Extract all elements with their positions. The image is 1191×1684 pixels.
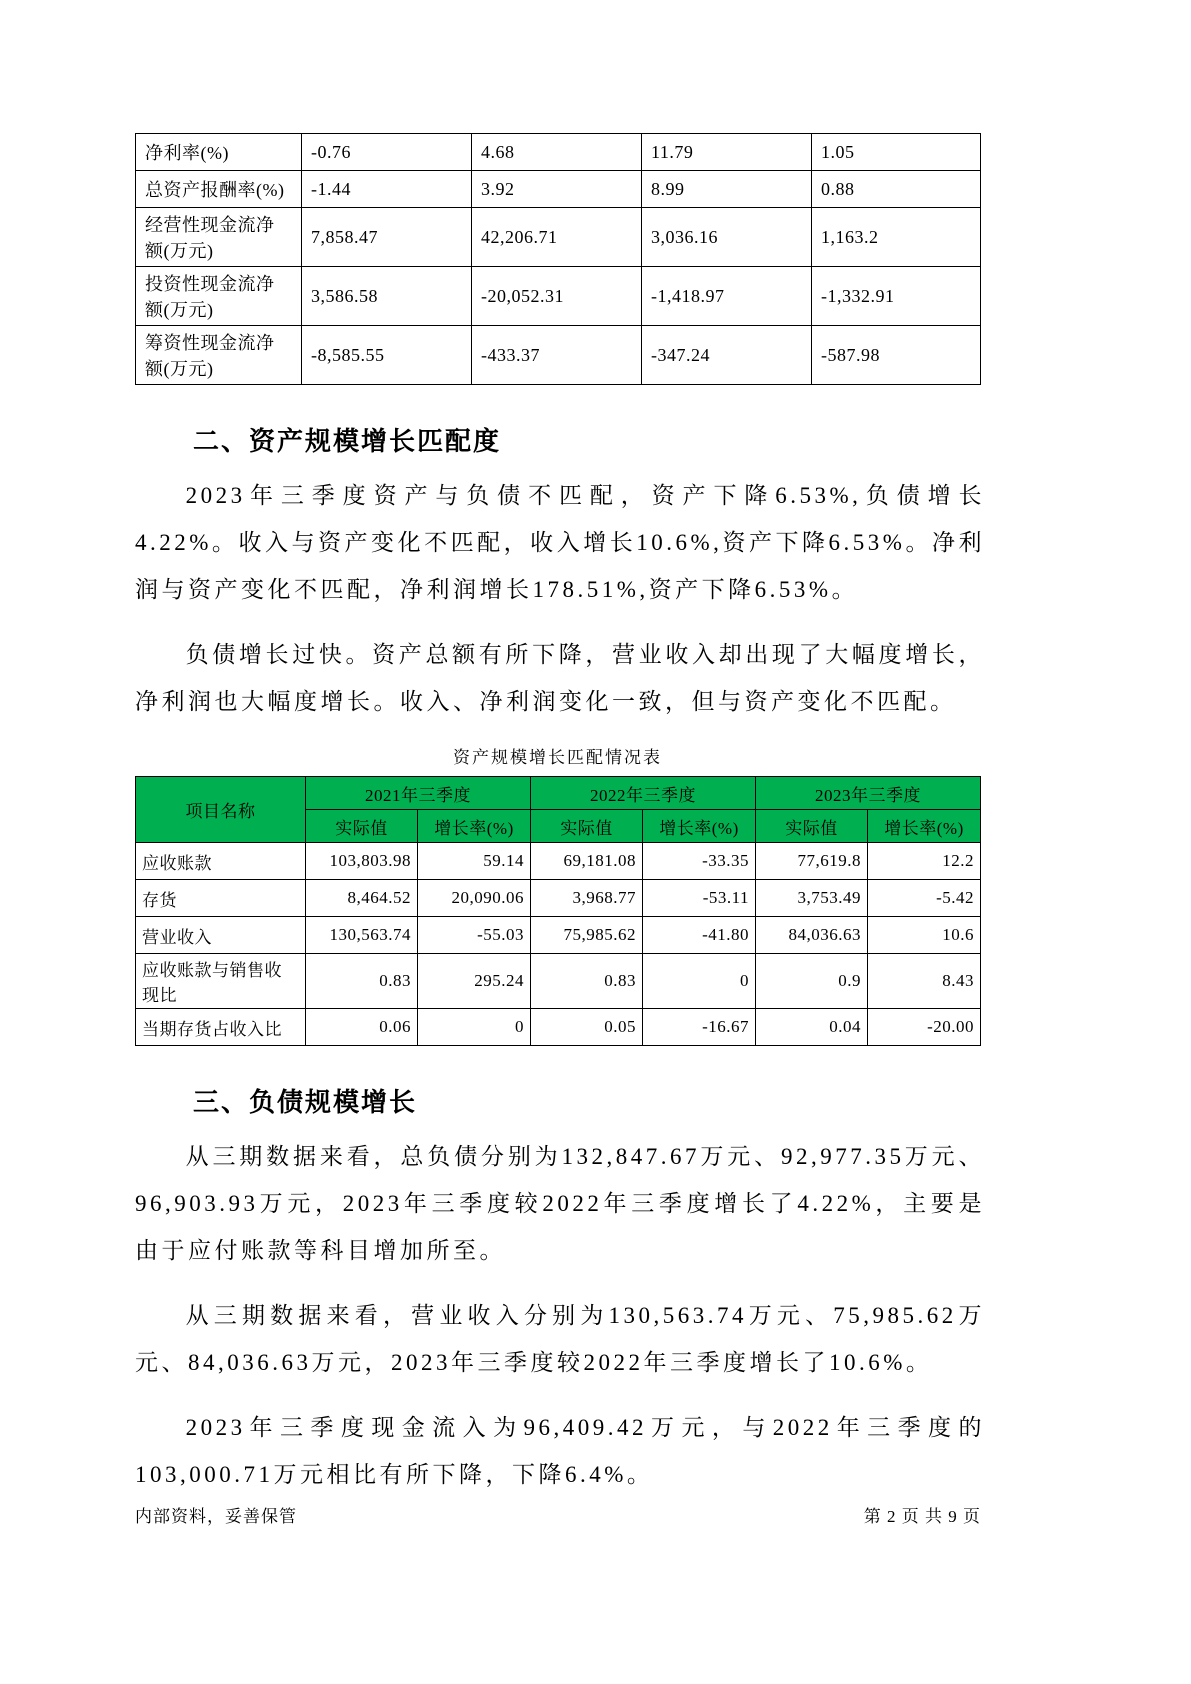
paragraph: 从三期数据来看，总负债分别为132,847.67万元、92,977.35万元、96,903.93万元，2023年三季度较2022年三季度增长了4.22%，主要是由于应付账款等科目增加所至。 xyxy=(135,1144,985,1263)
table-cell: -1,418.97 xyxy=(642,267,812,326)
table-cell: -20.00 xyxy=(868,1009,981,1046)
table-cell: -5.42 xyxy=(868,880,981,917)
table-cell: 42,206.71 xyxy=(472,208,642,267)
table-cell: 0 xyxy=(643,954,756,1009)
table-cell: 0.04 xyxy=(756,1009,868,1046)
col-header-item-name: 项目名称 xyxy=(136,777,306,843)
section-2-heading: 二、资产规模增长匹配度 xyxy=(193,426,502,456)
table-cell: -347.24 xyxy=(642,326,812,385)
document-content xyxy=(135,133,985,1516)
table-caption: 资产规模增长匹配情况表 xyxy=(453,748,662,767)
footer-note: 内部资料，妥善保管 xyxy=(135,1507,297,1526)
financial-metrics-table xyxy=(135,133,981,385)
table-cell: -433.37 xyxy=(472,326,642,385)
table-cell: 84,036.63 xyxy=(756,917,868,954)
table-row xyxy=(136,843,981,880)
table-cell: 3,586.58 xyxy=(302,267,472,326)
section-3-heading: 三、负债规模增长 xyxy=(193,1087,418,1117)
table-row xyxy=(136,267,981,326)
table-cell: 0.83 xyxy=(306,954,418,1009)
table-cell: 75,985.62 xyxy=(531,917,643,954)
col-header-growth: 增长率(%) xyxy=(868,810,981,843)
table-cell: -1.44 xyxy=(302,171,472,208)
row-label: 应收账款与销售收现比 xyxy=(136,954,306,1009)
table-cell: 0 xyxy=(418,1009,531,1046)
table-cell: 20,090.06 xyxy=(418,880,531,917)
table-cell: -1,332.91 xyxy=(812,267,981,326)
page-footer xyxy=(135,1502,981,1527)
table-cell: -8,585.55 xyxy=(302,326,472,385)
table-cell: 3,968.77 xyxy=(531,880,643,917)
table-cell: -33.35 xyxy=(643,843,756,880)
paragraph: 负债增长过快。资产总额有所下降，营业收入却出现了大幅度增长，净利润也大幅度增长。收入、净利润变化一致，但与资产变化不匹配。 xyxy=(135,642,985,714)
table-cell: 1.05 xyxy=(812,134,981,171)
paragraph: 2023年三季度资产与负债不匹配，资产下降6.53%,负债增长4.22%。收入与资产变化不匹配，收入增长10.6%,资产下降6.53%。净利润与资产变化不匹配，净利润增长178.51%,资产下降6.53%。 xyxy=(135,483,985,602)
table-cell: -16.67 xyxy=(643,1009,756,1046)
table-cell: -587.98 xyxy=(812,326,981,385)
table-cell: 3,753.49 xyxy=(756,880,868,917)
page-number: 第 2 页 共 9 页 xyxy=(863,1507,981,1526)
table-cell: 69,181.08 xyxy=(531,843,643,880)
table-row xyxy=(136,171,981,208)
table-cell: 8.99 xyxy=(642,171,812,208)
table-cell: 59.14 xyxy=(418,843,531,880)
table-row xyxy=(136,880,981,917)
table-cell: 3.92 xyxy=(472,171,642,208)
table-cell: 3,036.16 xyxy=(642,208,812,267)
table-row xyxy=(136,954,981,1009)
row-label: 应收账款 xyxy=(136,843,306,880)
col-header-period-2022: 2022年三季度 xyxy=(531,777,756,810)
row-label: 经营性现金流净额(万元) xyxy=(136,208,302,267)
table-cell: -55.03 xyxy=(418,917,531,954)
table-cell: 11.79 xyxy=(642,134,812,171)
col-header-period-2023: 2023年三季度 xyxy=(756,777,981,810)
table-cell: 0.83 xyxy=(531,954,643,1009)
row-label: 当期存货占收入比 xyxy=(136,1009,306,1046)
table-cell: 12.2 xyxy=(868,843,981,880)
table-cell: -20,052.31 xyxy=(472,267,642,326)
table-row xyxy=(136,1009,981,1046)
col-header-actual: 实际值 xyxy=(306,810,418,843)
table-cell: 10.6 xyxy=(868,917,981,954)
header-row-periods xyxy=(136,777,981,810)
row-label: 净利率(%) xyxy=(136,134,302,171)
table-cell: 4.68 xyxy=(472,134,642,171)
col-header-actual: 实际值 xyxy=(756,810,868,843)
table-cell: 77,619.8 xyxy=(756,843,868,880)
table-cell: 295.24 xyxy=(418,954,531,1009)
asset-growth-match-table xyxy=(135,776,981,1046)
table-cell: 7,858.47 xyxy=(302,208,472,267)
table-cell: 1,163.2 xyxy=(812,208,981,267)
table-cell: 103,803.98 xyxy=(306,843,418,880)
table-cell: 0.9 xyxy=(756,954,868,1009)
row-label: 总资产报酬率(%) xyxy=(136,171,302,208)
table-cell: -41.80 xyxy=(643,917,756,954)
table-cell: 130,563.74 xyxy=(306,917,418,954)
paragraph: 从三期数据来看，营业收入分别为130,563.74万元、75,985.62万元、84,036.63万元，2023年三季度较2022年三季度增长了10.6%。 xyxy=(135,1303,985,1375)
table-row xyxy=(136,208,981,267)
table-cell: 0.88 xyxy=(812,171,981,208)
table-row xyxy=(136,134,981,171)
col-header-actual: 实际值 xyxy=(531,810,643,843)
table-cell: 0.06 xyxy=(306,1009,418,1046)
table-row xyxy=(136,917,981,954)
col-header-growth: 增长率(%) xyxy=(643,810,756,843)
row-label: 筹资性现金流净额(万元) xyxy=(136,326,302,385)
table-cell: 0.05 xyxy=(531,1009,643,1046)
table-row xyxy=(136,326,981,385)
table-cell: -0.76 xyxy=(302,134,472,171)
row-label: 营业收入 xyxy=(136,917,306,954)
col-header-period-2021: 2021年三季度 xyxy=(306,777,531,810)
row-label: 存货 xyxy=(136,880,306,917)
paragraph: 2023年三季度现金流入为96,409.42万元，与2022年三季度的103,000.71万元相比有所下降，下降6.4%。 xyxy=(135,1415,985,1487)
table-cell: 8.43 xyxy=(868,954,981,1009)
table-cell: -53.11 xyxy=(643,880,756,917)
row-label: 投资性现金流净额(万元) xyxy=(136,267,302,326)
col-header-growth: 增长率(%) xyxy=(418,810,531,843)
table-cell: 8,464.52 xyxy=(306,880,418,917)
